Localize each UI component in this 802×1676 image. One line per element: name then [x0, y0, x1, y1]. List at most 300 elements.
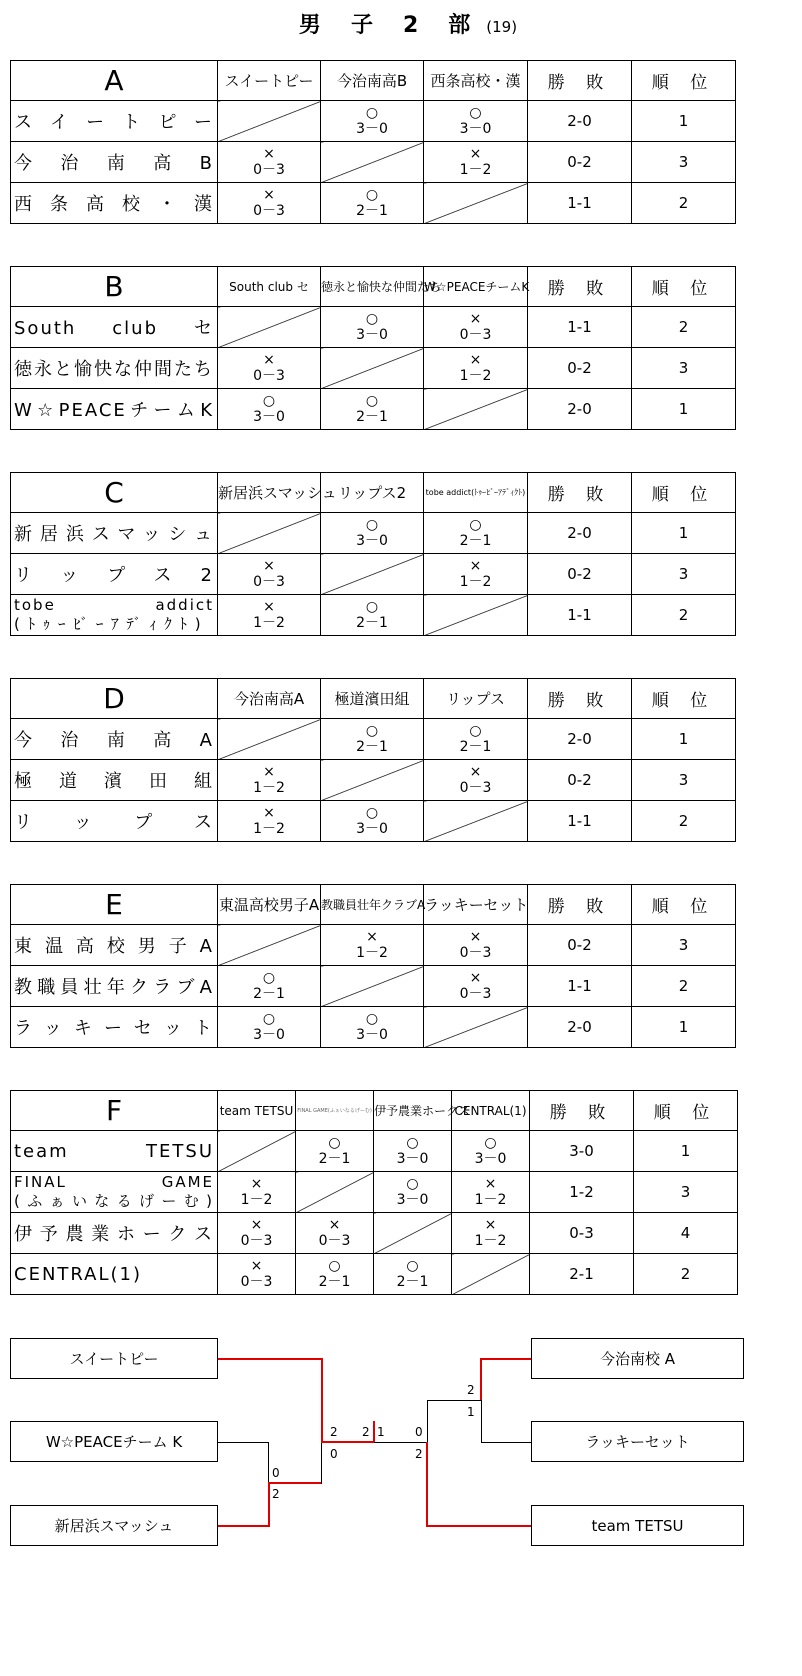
result-mark: ○: [262, 970, 276, 986]
bracket-line: [268, 1482, 270, 1526]
team-name: [11, 307, 218, 348]
team-name-line: FINAL GAME: [14, 1173, 214, 1191]
result-mark: ○: [406, 1176, 419, 1192]
result-score: 1－2: [240, 1192, 273, 1208]
rank: 2: [632, 183, 736, 224]
result-mark: ×: [263, 805, 275, 821]
team-name-line: 新居浜スマッシュ: [14, 524, 214, 545]
result-mark: ○: [365, 723, 379, 739]
match-result: [321, 183, 424, 224]
rank: 1: [632, 389, 736, 430]
result-mark: ○: [365, 599, 379, 615]
win-loss: 2-1: [530, 1254, 634, 1295]
rank-header: 順 位: [632, 61, 736, 101]
result-score: 0－3: [253, 368, 285, 384]
result-score: 1－2: [459, 574, 492, 590]
result-score: 0－3: [240, 1274, 273, 1290]
column-header: 徳永と愉快な仲間たち: [321, 267, 424, 307]
result-score: 1－2: [253, 821, 285, 837]
match-result: [218, 389, 321, 430]
pool-table: [10, 266, 736, 430]
team-name: [11, 554, 218, 595]
match-result: [374, 1254, 452, 1295]
result-mark: ○: [365, 517, 379, 533]
self-match-cell: [218, 513, 321, 554]
table-row: [11, 348, 736, 389]
result-score: 2－1: [356, 739, 388, 755]
result-mark: ×: [250, 1217, 263, 1233]
rank: 1: [632, 513, 736, 554]
score-right-semi-top: 2: [467, 1383, 475, 1397]
match-result: [321, 1007, 424, 1048]
column-header: W☆PEACEチームK: [424, 267, 528, 307]
rank: 2: [632, 307, 736, 348]
rank: 3: [632, 925, 736, 966]
bracket-line: [427, 1400, 481, 1401]
team-name-line: (ふぁいなるげーむ): [14, 1192, 214, 1210]
column-header: 新居浜スマッシュ: [218, 473, 321, 513]
win-loss: 0-2: [528, 925, 632, 966]
result-score: 0－3: [459, 986, 492, 1002]
team-name-line: (ﾄｩｰﾋﾞｰｱﾃﾞｨｸﾄ): [14, 615, 203, 633]
column-header: スイートピー: [218, 61, 321, 101]
win-loss-header: 勝 敗: [528, 61, 632, 101]
self-match-cell: [321, 760, 424, 801]
result-score: 3－0: [474, 1151, 507, 1167]
result-score: 3－0: [253, 1027, 285, 1043]
result-mark: ○: [469, 723, 482, 739]
bracket-line: [373, 1421, 375, 1443]
result-mark: ○: [365, 311, 379, 327]
column-header: FINAL GAME(ふぁいなるげーむ): [296, 1091, 374, 1131]
page-title: [0, 8, 802, 39]
win-loss: 0-2: [528, 348, 632, 389]
team-name-line: team TETSU: [14, 1140, 214, 1162]
result-mark: ○: [365, 1011, 379, 1027]
result-score: 2－1: [318, 1151, 351, 1167]
bracket-line: [426, 1525, 531, 1527]
pool-name: A: [11, 61, 218, 101]
result-mark: ×: [469, 558, 482, 574]
result-score: 0－3: [459, 327, 492, 343]
bracket-line: [481, 1442, 531, 1443]
result-mark: ×: [263, 352, 275, 368]
bracket-line: [426, 1442, 428, 1526]
win-loss: 0-2: [528, 760, 632, 801]
bracket-team-right-2: ラッキーセット: [531, 1421, 744, 1462]
win-loss: 1-1: [528, 307, 632, 348]
match-result: [218, 1254, 296, 1295]
bracket-line: [321, 1442, 322, 1484]
table-row: [11, 760, 736, 801]
rank: 1: [632, 719, 736, 760]
win-loss: 1-1: [528, 966, 632, 1007]
match-result: [321, 719, 424, 760]
match-result: [374, 1172, 452, 1213]
win-loss: 1-1: [528, 801, 632, 842]
table-row: [11, 595, 736, 636]
table-row: [11, 966, 736, 1007]
bracket-line: [321, 1441, 374, 1443]
bracket-line: [481, 1400, 482, 1442]
result-score: 1－2: [474, 1192, 507, 1208]
result-mark: ×: [250, 1258, 263, 1274]
table-row: [11, 307, 736, 348]
rank: 3: [634, 1172, 738, 1213]
result-score: 1－2: [253, 780, 285, 796]
score-center-right: 1: [377, 1425, 385, 1439]
column-header: CENTRAL(1): [452, 1091, 530, 1131]
result-mark: ×: [263, 146, 275, 162]
result-score: 0－3: [459, 780, 492, 796]
table-row: [11, 1254, 738, 1295]
result-mark: ○: [469, 517, 482, 533]
rank: 3: [632, 554, 736, 595]
team-name-line: 徳永と愉快な仲間たち: [14, 359, 214, 380]
match-result: [218, 183, 321, 224]
result-mark: ○: [365, 187, 379, 203]
team-name-line: 伊予農業ホークス: [14, 1224, 214, 1245]
bracket-team-right-3: team TETSU: [531, 1505, 744, 1546]
win-loss-header: 勝 敗: [530, 1091, 634, 1131]
result-score: 3－0: [396, 1151, 429, 1167]
column-header: 今治南高A: [218, 679, 321, 719]
table-row: [11, 1131, 738, 1172]
result-mark: ×: [263, 764, 275, 780]
result-score: 0－3: [318, 1233, 351, 1249]
table-row: [11, 1172, 738, 1213]
result-mark: ×: [263, 558, 275, 574]
self-match-cell: [424, 183, 528, 224]
match-result: [424, 719, 528, 760]
team-name-line: 極道濱田組: [14, 771, 214, 792]
title-char: 2: [402, 13, 421, 38]
match-result: [424, 966, 528, 1007]
result-score: 3－0: [356, 821, 388, 837]
rank: 3: [632, 348, 736, 389]
self-match-cell: [218, 719, 321, 760]
team-name-line: リップス: [14, 812, 214, 833]
pool-name: D: [11, 679, 218, 719]
team-name: [11, 801, 218, 842]
result-mark: ×: [469, 764, 482, 780]
match-result: [321, 513, 424, 554]
result-score: 1－2: [474, 1233, 507, 1249]
team-name-line: 今治南高B: [14, 153, 214, 174]
match-result: [452, 1131, 530, 1172]
score-right-semi-bottom: 1: [467, 1405, 475, 1419]
result-mark: ○: [365, 393, 379, 409]
column-header: team TETSU: [218, 1091, 296, 1131]
result-mark: ○: [406, 1135, 419, 1151]
match-result: [296, 1213, 374, 1254]
result-score: 2－1: [253, 986, 285, 1002]
team-name-line: CENTRAL(1): [14, 1263, 143, 1285]
pool-name: C: [11, 473, 218, 513]
match-result: [321, 595, 424, 636]
table-row: [11, 801, 736, 842]
table-row: [11, 389, 736, 430]
result-score: 3－0: [396, 1192, 429, 1208]
table-row: [11, 101, 736, 142]
table-row: [11, 142, 736, 183]
score-left-final-top: 2: [330, 1425, 338, 1439]
self-match-cell: [218, 925, 321, 966]
score-right-final-bottom: 2: [415, 1447, 423, 1461]
pool-name: F: [11, 1091, 218, 1131]
bracket-team-left-3: 新居浜スマッシュ: [10, 1505, 218, 1546]
bracket-line: [218, 1358, 322, 1360]
team-name-line: リップス2: [14, 565, 214, 586]
result-mark: ○: [484, 1135, 497, 1151]
column-header: 東温高校男子A: [218, 885, 321, 925]
match-result: [218, 801, 321, 842]
table-row: [11, 1213, 738, 1254]
match-result: [321, 307, 424, 348]
self-match-cell: [424, 801, 528, 842]
result-score: 2－1: [459, 533, 492, 549]
team-name-line: 教職員壮年クラブA: [14, 977, 214, 998]
win-loss: 2-0: [528, 1007, 632, 1048]
match-result: [218, 1213, 296, 1254]
title-subtitle: (19): [486, 18, 518, 36]
match-result: [218, 760, 321, 801]
rank: 3: [632, 142, 736, 183]
rank: 1: [634, 1131, 738, 1172]
rank: 2: [632, 801, 736, 842]
bracket-line: [427, 1400, 428, 1442]
bracket-line: [218, 1525, 270, 1527]
rank: 1: [632, 101, 736, 142]
team-name: [11, 142, 218, 183]
rank: 2: [634, 1254, 738, 1295]
result-score: 3－0: [356, 533, 388, 549]
result-score: 3－0: [459, 121, 492, 137]
team-name: [11, 348, 218, 389]
self-match-cell: [321, 554, 424, 595]
result-mark: ○: [328, 1258, 341, 1274]
pool-table: [10, 678, 736, 842]
column-header: 伊予農業ホークス: [374, 1091, 452, 1131]
match-result: [424, 101, 528, 142]
match-result: [218, 1172, 296, 1213]
rank: 2: [632, 966, 736, 1007]
result-score: 2－1: [356, 615, 388, 631]
result-score: 0－3: [459, 945, 492, 961]
pool-table: [10, 472, 736, 636]
result-mark: ○: [365, 805, 379, 821]
score-left-semi-top: 0: [272, 1466, 280, 1480]
result-mark: ×: [469, 970, 482, 986]
match-result: [218, 348, 321, 389]
result-mark: ×: [484, 1176, 497, 1192]
team-name: [11, 389, 218, 430]
result-mark: ×: [484, 1217, 497, 1233]
rank-header: 順 位: [634, 1091, 738, 1131]
score-left-semi-bottom: 2: [272, 1487, 280, 1501]
team-name: [11, 925, 218, 966]
match-result: [424, 513, 528, 554]
table-row: [11, 925, 736, 966]
result-score: 2－1: [459, 739, 492, 755]
result-score: 0－3: [253, 162, 285, 178]
team-name: [11, 1213, 218, 1254]
result-mark: ×: [469, 311, 482, 327]
bracket-line: [218, 1442, 269, 1443]
team-name-line: 今治南高A: [14, 730, 214, 751]
match-result: [424, 925, 528, 966]
result-score: 1－2: [459, 162, 492, 178]
bracket-line: [268, 1482, 322, 1484]
result-mark: ○: [328, 1135, 341, 1151]
team-name: [11, 1131, 218, 1172]
match-result: [321, 925, 424, 966]
match-result: [424, 760, 528, 801]
match-result: [452, 1172, 530, 1213]
win-loss: 2-0: [528, 101, 632, 142]
bracket-line: [321, 1358, 323, 1442]
result-score: 1－2: [356, 945, 388, 961]
column-header: tobe addict(ﾄｩｰﾋﾞｰｱﾃﾞｨｸﾄ): [424, 473, 528, 513]
result-score: 2－1: [396, 1274, 429, 1290]
win-loss-header: 勝 敗: [528, 473, 632, 513]
win-loss: 2-0: [528, 719, 632, 760]
team-name: [11, 513, 218, 554]
match-result: [321, 101, 424, 142]
result-score: 3－0: [356, 327, 388, 343]
self-match-cell: [321, 142, 424, 183]
team-name-line: スイートピー: [14, 112, 214, 133]
win-loss: 3-0: [530, 1131, 634, 1172]
match-result: [424, 554, 528, 595]
bracket-line: [268, 1442, 269, 1482]
team-name: [11, 966, 218, 1007]
table-row: [11, 719, 736, 760]
result-score: 3－0: [356, 1027, 388, 1043]
result-score: 2－1: [356, 203, 388, 219]
self-match-cell: [424, 595, 528, 636]
result-mark: ×: [263, 187, 275, 203]
result-mark: ○: [406, 1258, 419, 1274]
win-loss: 1-1: [528, 595, 632, 636]
result-score: 1－2: [459, 368, 492, 384]
team-name: [11, 183, 218, 224]
score-right-final-top: 0: [415, 1425, 423, 1439]
team-name-line: South club セ: [14, 318, 214, 339]
result-score: 2－1: [356, 409, 388, 425]
self-match-cell: [321, 348, 424, 389]
self-match-cell: [452, 1254, 530, 1295]
column-header: リップス2: [321, 473, 424, 513]
team-name-line: 東温高校男子A: [14, 936, 214, 957]
match-result: [321, 801, 424, 842]
rank: 2: [632, 595, 736, 636]
rank: 4: [634, 1213, 738, 1254]
match-result: [452, 1213, 530, 1254]
result-score: 1－2: [253, 615, 285, 631]
pool-name: E: [11, 885, 218, 925]
team-name: [11, 1172, 218, 1213]
match-result: [218, 554, 321, 595]
pool-table: [10, 60, 736, 224]
bracket-line: [480, 1358, 482, 1400]
match-result: [424, 142, 528, 183]
result-score: 2－1: [318, 1274, 351, 1290]
team-name: [11, 595, 218, 636]
table-row: [11, 1007, 736, 1048]
match-result: [321, 389, 424, 430]
self-match-cell: [218, 101, 321, 142]
win-loss-header: 勝 敗: [528, 267, 632, 307]
match-result: [218, 595, 321, 636]
win-loss: 0-2: [528, 554, 632, 595]
win-loss: 1-1: [528, 183, 632, 224]
result-mark: ○: [365, 105, 379, 121]
result-mark: ×: [469, 352, 482, 368]
bracket-team-left-2: W☆PEACEチーム K: [10, 1421, 218, 1462]
result-mark: ×: [250, 1176, 263, 1192]
bracket-line: [374, 1442, 428, 1443]
column-header: ラッキーセット: [424, 885, 528, 925]
column-header: 今治南高B: [321, 61, 424, 101]
win-loss: 2-0: [528, 389, 632, 430]
team-name: [11, 760, 218, 801]
result-mark: ×: [263, 599, 275, 615]
self-match-cell: [321, 966, 424, 1007]
self-match-cell: [218, 1131, 296, 1172]
title-char: 子: [350, 13, 375, 38]
rank-header: 順 位: [632, 679, 736, 719]
score-center-left: 2: [362, 1425, 370, 1439]
win-loss: 0-2: [528, 142, 632, 183]
match-result: [374, 1131, 452, 1172]
bracket-team-left-1: スイートピー: [10, 1338, 218, 1379]
win-loss: 1-2: [530, 1172, 634, 1213]
team-name-line: W☆PEACEチームK: [14, 400, 214, 421]
result-score: 0－3: [253, 574, 285, 590]
title-char: 男: [298, 13, 323, 38]
match-result: [218, 966, 321, 1007]
result-mark: ×: [366, 929, 378, 945]
team-name: [11, 1254, 218, 1295]
win-loss-header: 勝 敗: [528, 679, 632, 719]
self-match-cell: [218, 307, 321, 348]
self-match-cell: [296, 1172, 374, 1213]
result-score: 3－0: [356, 121, 388, 137]
result-mark: ○: [262, 1011, 276, 1027]
table-row: [11, 183, 736, 224]
result-score: 3－0: [253, 409, 285, 425]
column-header: 教職員壮年クラブA: [321, 885, 424, 925]
bracket-line: [480, 1358, 531, 1360]
rank-header: 順 位: [632, 885, 736, 925]
team-name-line: ラッキーセット: [14, 1018, 214, 1039]
table-row: [11, 513, 736, 554]
rank-header: 順 位: [632, 267, 736, 307]
result-score: 0－3: [240, 1233, 273, 1249]
self-match-cell: [374, 1213, 452, 1254]
team-name: [11, 101, 218, 142]
match-result: [218, 1007, 321, 1048]
team-name-line: tobe addict: [14, 596, 214, 614]
result-score: 0－3: [253, 203, 285, 219]
result-mark: ×: [328, 1217, 341, 1233]
pool-table: [10, 884, 736, 1048]
self-match-cell: [424, 389, 528, 430]
column-header: 西条高校・漢: [424, 61, 528, 101]
match-result: [296, 1254, 374, 1295]
pool-table: [10, 1090, 738, 1295]
